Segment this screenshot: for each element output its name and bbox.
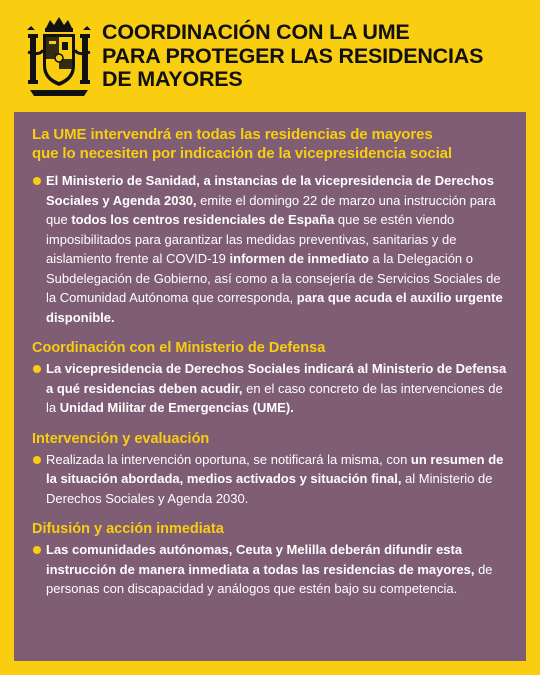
bullet-text: Realizada la intervención oportuna, se notificará la misma, con bbox=[46, 451, 411, 467]
title-line-1: COORDINACIÓN CON LA UME bbox=[102, 20, 410, 44]
section-title-evaluacion: Intervención y evaluación bbox=[32, 430, 210, 447]
section-title-difusion: Difusión y acción inmediata bbox=[32, 521, 224, 537]
bullet-text: en el caso concreto de las intervenciones de la bbox=[46, 380, 503, 415]
lead-heading bbox=[32, 125, 514, 163]
bullet-dot-icon bbox=[33, 456, 41, 464]
page-title bbox=[102, 21, 522, 92]
bullet-text: al Ministerio de Derechos Sociales y Agenda 2030. bbox=[46, 471, 493, 506]
lead-line-1: La UME intervendrá en todas las residencias de mayores bbox=[32, 126, 433, 143]
bullet-bold: todos los centros residenciales de España bbox=[71, 212, 335, 227]
section-title-defensa: Coordinación con el Ministerio de Defensa bbox=[32, 340, 326, 356]
bullet-instruction bbox=[32, 171, 514, 327]
bullet-bold: La vicepresidencia de Derechos Sociales indicará al Ministerio de Defensa a qué residencias deben acudir, bbox=[46, 361, 507, 396]
header bbox=[0, 0, 540, 112]
bullet-dot-icon bbox=[33, 177, 41, 185]
bullet-text: a la Delegación o Subdelegación de Gobierno, así como a la consejería de Servicios Sociales de la Comunidad Autónoma que corresponda, bbox=[46, 251, 501, 305]
bullet-bold: Unidad Militar de Emergencias (UME). bbox=[59, 400, 294, 415]
bullet-text: que se estén viendo imposibilitados para garantizar las medidas preventivas, sanitarias y de aislamiento frente al COVID-19 bbox=[46, 212, 457, 266]
bullet-defensa bbox=[32, 359, 514, 418]
bullet-dot-icon bbox=[33, 365, 41, 373]
bullet-bold: Las comunidades autónomas, Ceuta y Melilla deberán difundir esta instrucción de manera inmediata a todas las residencias de mayores, bbox=[46, 542, 475, 577]
spain-coat-of-arms-icon bbox=[26, 14, 92, 98]
bullet-dot-icon bbox=[33, 546, 41, 554]
bullet-bold: informen de inmediato bbox=[229, 251, 369, 266]
bullet-text: de personas con discapacidad y análogos que estén bajo su competencia. bbox=[46, 561, 493, 596]
bullet-difusion bbox=[32, 540, 514, 599]
lead-line-2: que lo necesiten por indicación de la vicepresidencia social bbox=[32, 145, 452, 162]
bullet-bold: para que acuda el auxilio urgente disponible. bbox=[46, 290, 503, 325]
title-line-3: DE MAYORES bbox=[102, 67, 243, 91]
bullet-text: emite el domingo 22 de marzo una instrucción para que bbox=[46, 192, 496, 227]
title-line-2: PARA PROTEGER LAS RESIDENCIAS bbox=[102, 43, 484, 68]
bullet-bold: un resumen de la situación abordada, medios activados y situación final, bbox=[46, 451, 504, 486]
content-panel bbox=[14, 112, 526, 661]
bullet-evaluacion bbox=[32, 450, 514, 509]
bullet-bold: El Ministerio de Sanidad, a instancias de la vicepresidencia de Derechos Sociales y Agenda 2030, bbox=[46, 173, 494, 208]
